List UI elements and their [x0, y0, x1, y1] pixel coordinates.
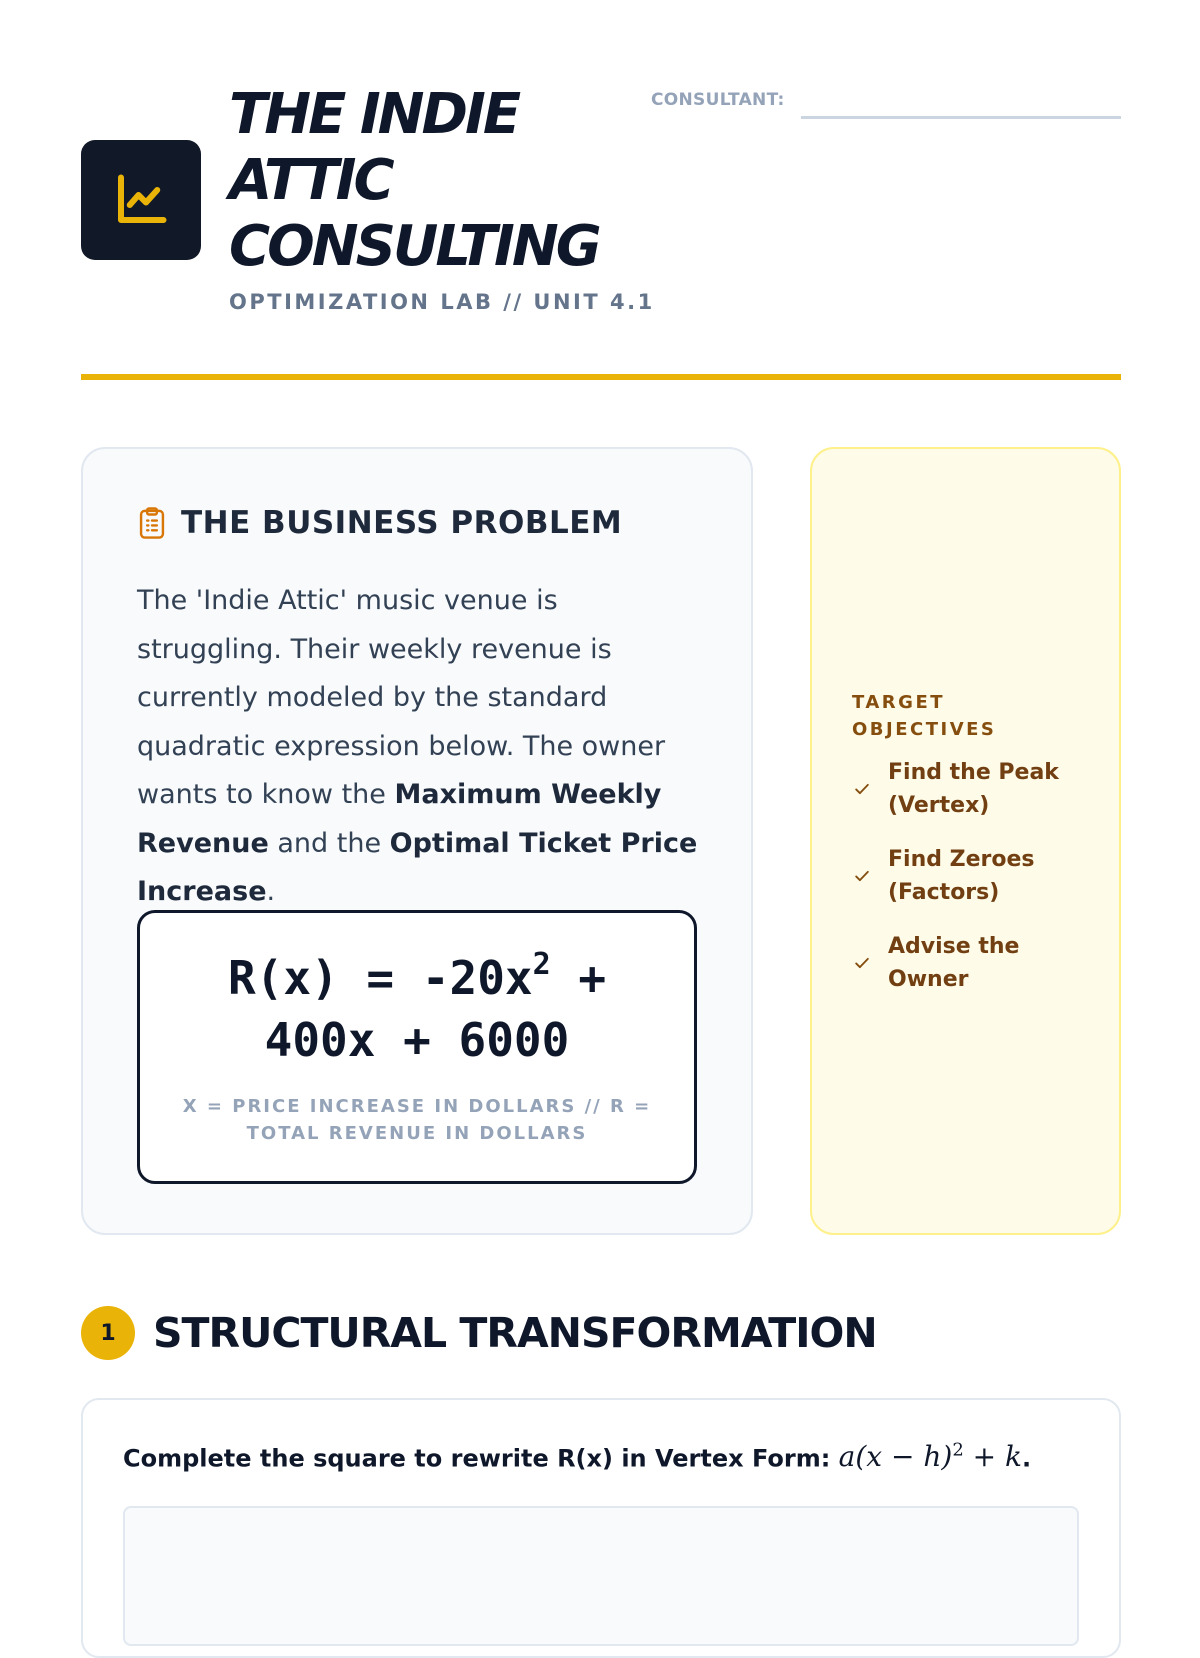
task-prompt: [123, 1440, 1031, 1473]
math-exponent: 2: [952, 1440, 964, 1461]
problem-emphasis-price: Optimal Ticket Price Increase: [137, 827, 698, 907]
consultant-label: CONSULTANT:: [651, 90, 785, 110]
formula-variable-note: X = PRICE INCREASE IN DOLLARS // R = TOTAL REVENUE IN DOLLARS: [182, 1096, 652, 1144]
list-item: [852, 842, 1102, 910]
revenue-formula: [187, 947, 647, 1071]
section-title: STRUCTURAL TRANSFORMATION: [153, 1309, 877, 1357]
task-card: [81, 1398, 1121, 1658]
math-part: a(x − h): [838, 1440, 953, 1474]
revenue-formula-box: [137, 910, 697, 1184]
answer-area[interactable]: [123, 1506, 1079, 1646]
business-problem-title: THE BUSINESS PROBLEM: [181, 505, 623, 541]
list-item: [852, 755, 1102, 823]
page-subtitle: OPTIMIZATION LAB // UNIT 4.1: [229, 290, 655, 314]
check-icon: [852, 866, 876, 886]
objective-label: Advise the Owner: [888, 934, 1020, 992]
formula-part: + 400x + 6000: [264, 951, 607, 1067]
problem-text-part: .: [266, 876, 276, 907]
consultant-name-field[interactable]: [801, 116, 1121, 119]
page-title: THE INDIE ATTIC CONSULTING: [229, 82, 599, 279]
logo: [81, 140, 201, 260]
math-part: + k: [963, 1440, 1022, 1474]
check-icon: [852, 953, 876, 973]
prompt-text: .: [1022, 1444, 1032, 1473]
target-objectives-card: [810, 447, 1121, 1235]
prompt-text: Complete the square to rewrite R(x) in Vertex Form:: [123, 1444, 839, 1473]
clipboard-icon: [137, 506, 167, 540]
list-item: [852, 929, 1102, 997]
problem-text-part: The 'Indie Attic' music venue is struggling. Their weekly revenue is currently modeled by the standard quadratic expression below. The owner wants to know the: [137, 585, 666, 810]
business-problem-card: [81, 447, 753, 1235]
problem-emphasis-revenue: Maximum Weekly Revenue: [137, 779, 662, 859]
formula-exponent: 2: [532, 946, 551, 982]
objective-label: Find the Peak (Vertex): [888, 760, 1059, 818]
line-chart-icon: [111, 170, 171, 230]
check-icon: [852, 779, 876, 799]
objectives-list: [852, 755, 1102, 1016]
business-problem-description: [137, 577, 707, 917]
vertex-form-expression: [839, 1440, 1022, 1473]
problem-text-part: and the: [268, 827, 390, 859]
header-divider: [81, 374, 1121, 380]
business-problem-heading: [137, 505, 622, 541]
formula-part: R(x) = -20x: [227, 951, 533, 1005]
target-objectives-title: TARGET OBJECTIVES: [852, 692, 997, 740]
objective-label: Find Zeroes (Factors): [888, 847, 1035, 905]
step-number-badge: 1: [81, 1306, 135, 1360]
